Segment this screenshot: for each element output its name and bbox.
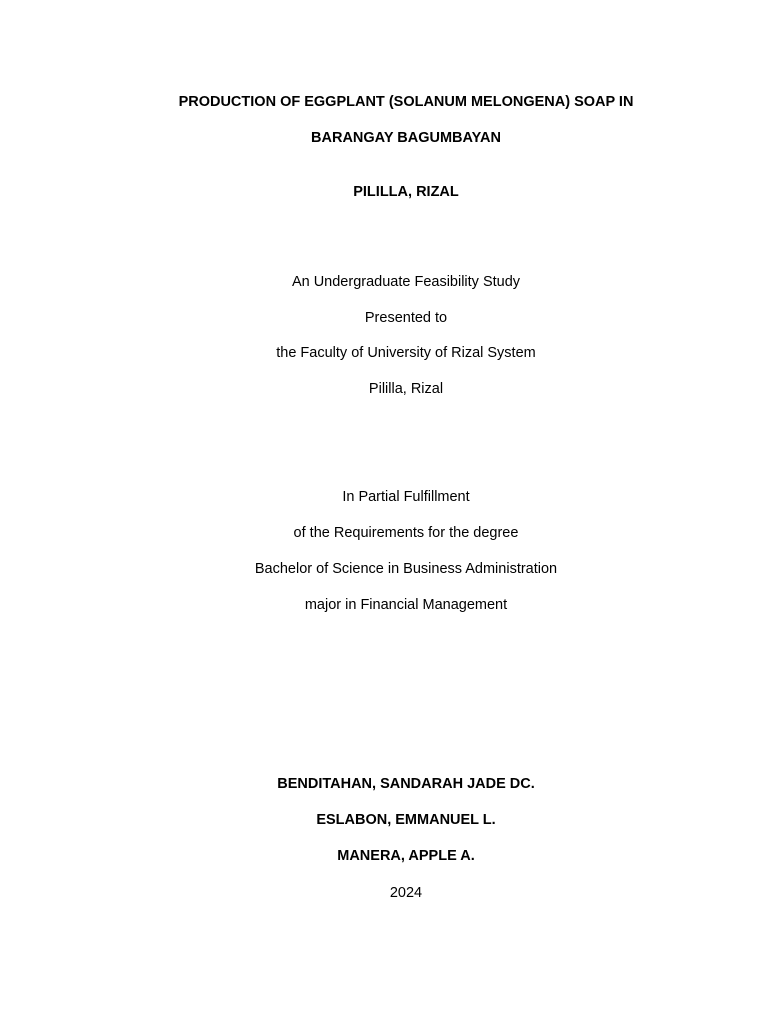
presentation-line-4: Pililla, Rizal <box>368 381 444 397</box>
author-name: BENDITAHAN, SANDARAH JADE DC. <box>277 776 535 792</box>
title-line-1: PRODUCTION OF EGGPLANT (SOLANUM MELONGENA) SOAP IN <box>178 94 634 110</box>
presentation-line-3: the Faculty of University of Rizal System <box>276 345 536 361</box>
author-name: ESLABON, EMMANUEL L. <box>316 812 496 828</box>
title-line-2: BARANGAY BAGUMBAYAN <box>311 130 501 146</box>
fulfillment-line-4: major in Financial Management <box>304 597 508 613</box>
title-line-3: PILILLA, RIZAL <box>353 184 459 200</box>
fulfillment-line-1: In Partial Fulfillment <box>342 489 470 505</box>
presentation-line-1: An Undergraduate Feasibility Study <box>291 274 521 290</box>
fulfillment-line-2: of the Requirements for the degree <box>293 525 519 541</box>
presentation-line-2: Presented to <box>364 310 448 326</box>
author-name: MANERA, APPLE A. <box>337 848 475 864</box>
fulfillment-line-3: Bachelor of Science in Business Administration <box>254 561 558 577</box>
year: 2024 <box>389 885 423 901</box>
